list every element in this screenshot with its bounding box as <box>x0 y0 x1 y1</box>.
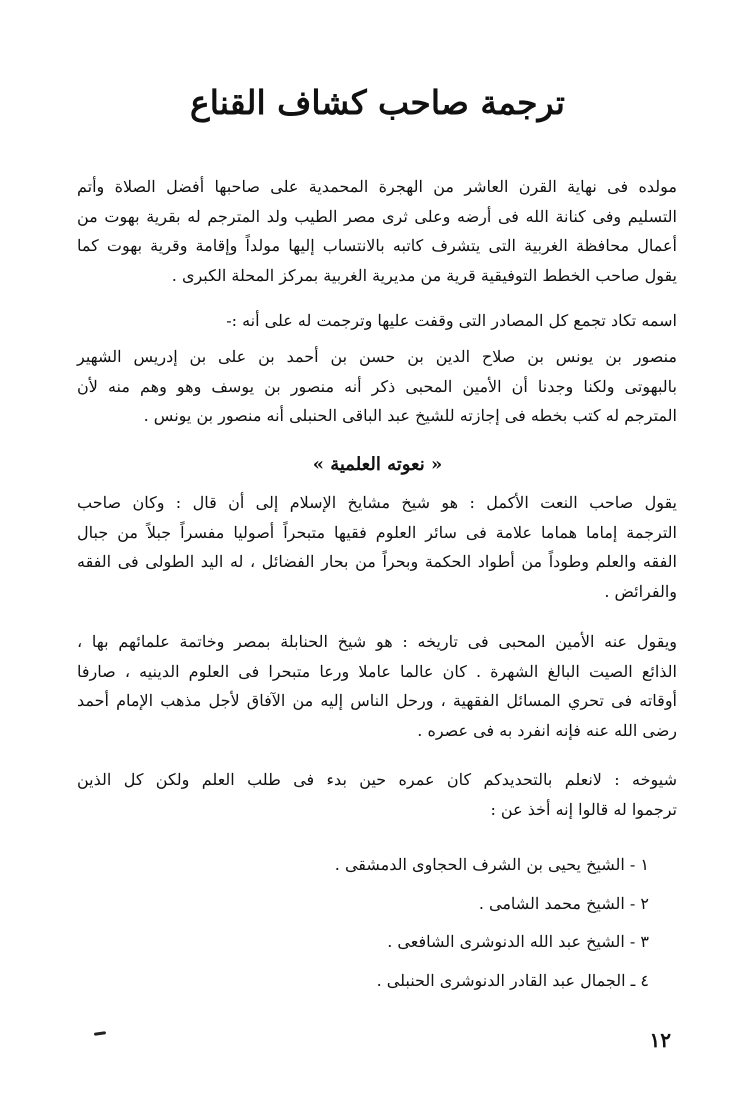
list-item: ٣ - الشيخ عبد الله الدنوشرى الشافعى . <box>387 932 649 951</box>
text-line: الفقه والعلم وطوداً من أطواد الحكمة وبحراً من بحار الفضائل ، له اليد الطولى فى الفقه <box>77 552 677 571</box>
page-number: ١٢ <box>649 1028 671 1052</box>
page-title: ترجمة صاحب كشاف القناع <box>190 83 565 122</box>
text-line: التسليم وفى كنانة الله فى أرضه وعلى ثرى مصر الطيب ولد المترجم له بقرية بهوت من <box>77 206 677 226</box>
teachers-list <box>335 846 649 1000</box>
text-line: والفرائض . <box>604 581 677 601</box>
text-line: ترجموا له قالوا إنه أخذ عن : <box>490 799 677 819</box>
list-item: ١ - الشيخ يحيى بن الشرف الحجاوى الدمشقى . <box>334 855 649 874</box>
text-line: منصور بن يونس بن صلاح الدين بن حسن بن أحمد بن على بن إدريس الشهير <box>77 347 677 366</box>
section-heading: « نعوته العلمية » <box>312 454 443 475</box>
text-line: رضى الله عنه فإنه انفرد به فى عصره . <box>417 720 677 740</box>
text-line: أعمال محافظة الغربية التى يتشرف كاتبه بالانتساب إليها مولداً وإقامة وقرية بهوت كما <box>77 236 677 255</box>
list-item: ٢ - الشيخ محمد الشامى . <box>478 893 649 913</box>
text-line: يقول صاحب الخطط التوفيقية قرية من مديرية الغربية بمركز المحلة الكبرى . <box>171 265 677 285</box>
paragraph-name-intro <box>77 306 677 336</box>
text-line: ويقول عنه الأمين المحبى فى تاريخه : هو شيخ الحنابلة بمصر وخاتمة علمائهم بها ، <box>77 632 677 651</box>
text-line: مولده فى نهاية القرن العاشر من الهجرة المحمدية على صاحبها أفضل الصلاة وأتم <box>77 177 677 196</box>
text-line: يقول صاحب النعت الأكمل : هو شيخ مشايخ الإسلام إلى أن قال : وكان صاحب <box>77 493 677 512</box>
text-line: اسمه تكاد تجمع كل المصادر التى وقفت عليها وترجمت له على أنه :- <box>226 311 677 330</box>
paragraph-praise <box>77 488 677 606</box>
text-line: أوقاته فى تحري المسائل الفقهية ، ورحل الناس إليه من الآفاق لأجل مذهب الإمام أحمد <box>77 691 677 710</box>
paragraph-muhibbi <box>77 627 677 745</box>
paragraph-teachers-intro <box>77 765 677 824</box>
text-line: الذائع الصيت البالغ الشهرة . كان عالما عاملا ورعا متبحرا فى العلوم الدينيه ، صارفا <box>77 661 677 681</box>
paragraph-birth <box>77 172 677 290</box>
text-line: شيوخه : لانعلم بالتحديدكم كان عمره حين بدء فى طلب العلم ولكن كل الذين <box>77 770 677 789</box>
ink-mark <box>94 1031 106 1036</box>
text-line: بالبهوتى ولكنا وجدنا أن الأمين المحبى ذكر أنه منصور بن يوسف وهو وهم منه لأن <box>77 376 678 396</box>
paragraph-lineage <box>77 342 677 431</box>
list-item: ٤ ـ الجمال عبد القادر الدنوشرى الحنبلى . <box>376 970 649 990</box>
text-line: الترجمة إماما هماما علامة فى سائر العلوم فقيها متبحراً أصوليا مفسراً جبلاً من جبال <box>77 522 677 542</box>
text-line: المترجم له كتب بخطه فى إجازته للشيخ عبد الباقى الحنبلى أنه منصور بن يونس . <box>143 406 677 425</box>
